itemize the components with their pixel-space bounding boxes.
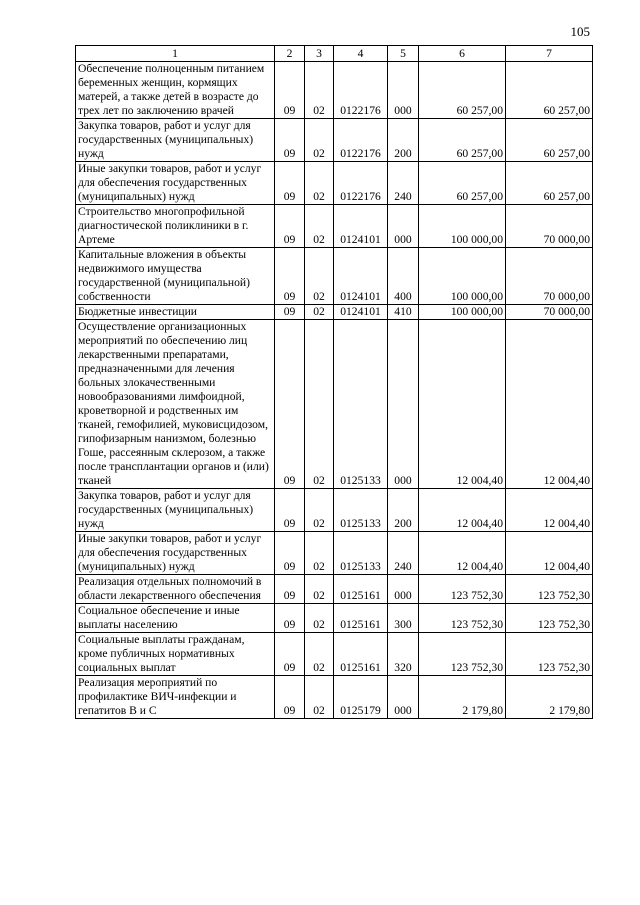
row-expense-type: 410 — [388, 305, 419, 320]
row-section: 09 — [275, 320, 305, 489]
table-row — [76, 532, 593, 575]
table-row — [76, 604, 593, 633]
column-header: 4 — [334, 46, 388, 62]
row-name: Реализация отдельных полномочий в области лекарственного обеспечения — [76, 575, 275, 604]
table-row — [76, 205, 593, 248]
row-expense-type: 240 — [388, 162, 419, 205]
table-row — [76, 320, 593, 489]
row-target-code: 0125179 — [334, 676, 388, 719]
table-row — [76, 62, 593, 119]
row-name: Реализация мероприятий по профилактике ВИЧ-инфекции и гепатитов В и С — [76, 676, 275, 719]
column-header: 6 — [419, 46, 506, 62]
row-amount-2: 70 000,00 — [506, 205, 593, 248]
row-amount-1: 60 257,00 — [419, 62, 506, 119]
table-row — [76, 489, 593, 532]
table-header — [76, 46, 593, 62]
row-section: 09 — [275, 604, 305, 633]
table-row — [76, 162, 593, 205]
row-target-code: 0122176 — [334, 62, 388, 119]
row-expense-type: 000 — [388, 205, 419, 248]
row-target-code: 0125133 — [334, 532, 388, 575]
row-amount-2: 123 752,30 — [506, 575, 593, 604]
row-amount-2: 60 257,00 — [506, 119, 593, 162]
row-amount-2: 70 000,00 — [506, 305, 593, 320]
table-row — [76, 575, 593, 604]
row-amount-2: 123 752,30 — [506, 633, 593, 676]
row-name: Иные закупки товаров, работ и услуг для обеспечения государственных (муниципальных) нужд — [76, 162, 275, 205]
row-subsection: 02 — [305, 575, 334, 604]
row-expense-type: 000 — [388, 62, 419, 119]
row-subsection: 02 — [305, 633, 334, 676]
row-subsection: 02 — [305, 248, 334, 305]
page-number: 105 — [570, 24, 590, 39]
row-section: 09 — [275, 205, 305, 248]
row-amount-1: 123 752,30 — [419, 604, 506, 633]
row-name: Закупка товаров, работ и услуг для государственных (муниципальных) нужд — [76, 489, 275, 532]
row-name: Бюджетные инвестиции — [76, 305, 275, 320]
row-target-code: 0122176 — [334, 162, 388, 205]
table-row — [76, 119, 593, 162]
row-amount-2: 60 257,00 — [506, 162, 593, 205]
budget-table — [75, 45, 593, 719]
row-target-code: 0125161 — [334, 575, 388, 604]
row-amount-1: 123 752,30 — [419, 575, 506, 604]
row-expense-type: 000 — [388, 320, 419, 489]
row-amount-1: 100 000,00 — [419, 248, 506, 305]
row-subsection: 02 — [305, 320, 334, 489]
row-amount-2: 60 257,00 — [506, 62, 593, 119]
header-row — [76, 46, 593, 62]
row-subsection: 02 — [305, 676, 334, 719]
row-subsection: 02 — [305, 532, 334, 575]
column-header: 3 — [305, 46, 334, 62]
column-header: 1 — [76, 46, 275, 62]
row-section: 09 — [275, 162, 305, 205]
row-subsection: 02 — [305, 604, 334, 633]
row-amount-1: 100 000,00 — [419, 205, 506, 248]
row-target-code: 0125133 — [334, 320, 388, 489]
row-amount-2: 12 004,40 — [506, 320, 593, 489]
row-name: Строительство многопрофильной диагностической поликлиники в г. Артеме — [76, 205, 275, 248]
row-section: 09 — [275, 676, 305, 719]
row-amount-1: 12 004,40 — [419, 320, 506, 489]
row-section: 09 — [275, 305, 305, 320]
row-subsection: 02 — [305, 305, 334, 320]
row-target-code: 0122176 — [334, 119, 388, 162]
table-row — [76, 305, 593, 320]
row-amount-1: 100 000,00 — [419, 305, 506, 320]
row-name: Осуществление организационных мероприятий по обеспечению лиц лекарственными препаратами, предназначенными для лечения больных злокачественными новообразованиями лимфоидной, кроветворной и родственных им тканей, гемофилией, муковисцидозом, гипофизарным нанизмом, болезнью Гоше, рассеянным склерозом, а также после трансплантации органов и (или) тканей — [76, 320, 275, 489]
row-amount-1: 12 004,40 — [419, 532, 506, 575]
row-name: Социальное обеспечение и иные выплаты населению — [76, 604, 275, 633]
row-amount-1: 60 257,00 — [419, 162, 506, 205]
row-target-code: 0125161 — [334, 604, 388, 633]
row-section: 09 — [275, 532, 305, 575]
table-row — [76, 676, 593, 719]
row-name: Закупка товаров, работ и услуг для государственных (муниципальных) нужд — [76, 119, 275, 162]
row-name: Социальные выплаты гражданам, кроме публичных нормативных социальных выплат — [76, 633, 275, 676]
row-expense-type: 320 — [388, 633, 419, 676]
row-expense-type: 000 — [388, 575, 419, 604]
row-target-code: 0125161 — [334, 633, 388, 676]
column-header: 5 — [388, 46, 419, 62]
row-amount-1: 2 179,80 — [419, 676, 506, 719]
table-row — [76, 633, 593, 676]
row-amount-2: 12 004,40 — [506, 489, 593, 532]
row-subsection: 02 — [305, 62, 334, 119]
column-header: 2 — [275, 46, 305, 62]
row-name: Иные закупки товаров, работ и услуг для обеспечения государственных (муниципальных) нужд — [76, 532, 275, 575]
row-amount-2: 12 004,40 — [506, 532, 593, 575]
table-body — [76, 62, 593, 719]
row-section: 09 — [275, 575, 305, 604]
row-expense-type: 200 — [388, 119, 419, 162]
table-row — [76, 248, 593, 305]
row-expense-type: 400 — [388, 248, 419, 305]
row-section: 09 — [275, 489, 305, 532]
row-amount-2: 2 179,80 — [506, 676, 593, 719]
row-name: Капитальные вложения в объекты недвижимого имущества государственной (муниципальной) собственности — [76, 248, 275, 305]
row-amount-2: 70 000,00 — [506, 248, 593, 305]
row-target-code: 0124101 — [334, 248, 388, 305]
row-amount-1: 60 257,00 — [419, 119, 506, 162]
row-target-code: 0124101 — [334, 305, 388, 320]
row-amount-1: 123 752,30 — [419, 633, 506, 676]
row-name: Обеспечение полноценным питанием беременных женщин, кормящих матерей, а также детей в возрасте до трех лет по заключению врачей — [76, 62, 275, 119]
row-target-code: 0125133 — [334, 489, 388, 532]
row-amount-2: 123 752,30 — [506, 604, 593, 633]
row-expense-type: 200 — [388, 489, 419, 532]
row-subsection: 02 — [305, 489, 334, 532]
row-expense-type: 000 — [388, 676, 419, 719]
row-target-code: 0124101 — [334, 205, 388, 248]
row-expense-type: 240 — [388, 532, 419, 575]
row-expense-type: 300 — [388, 604, 419, 633]
row-subsection: 02 — [305, 162, 334, 205]
column-header: 7 — [506, 46, 593, 62]
row-amount-1: 12 004,40 — [419, 489, 506, 532]
row-subsection: 02 — [305, 205, 334, 248]
row-section: 09 — [275, 248, 305, 305]
row-section: 09 — [275, 119, 305, 162]
row-section: 09 — [275, 62, 305, 119]
row-subsection: 02 — [305, 119, 334, 162]
row-section: 09 — [275, 633, 305, 676]
